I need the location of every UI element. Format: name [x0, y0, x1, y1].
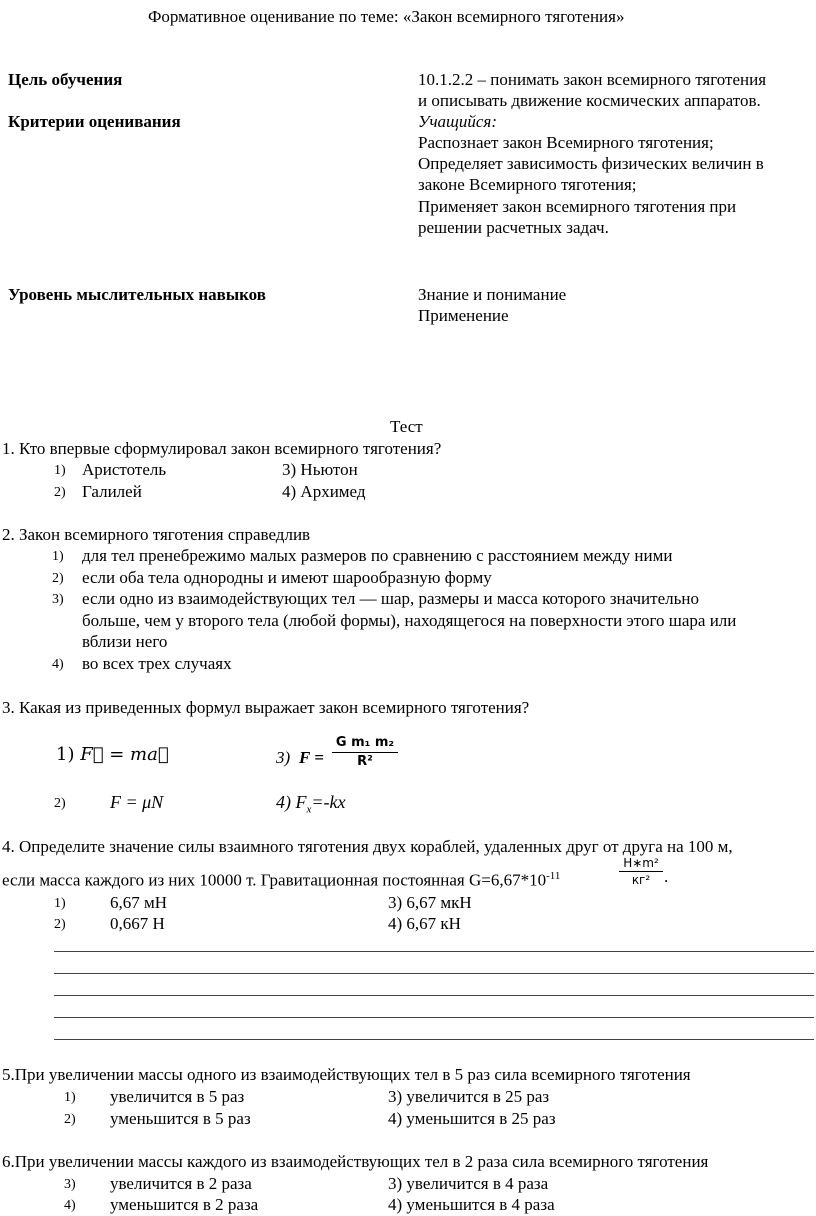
- q2-option-3-num: 3): [52, 592, 64, 607]
- q2-option-1: для тел пренебрежимо малых размеров по сравнению с расстоянием между ними: [82, 546, 673, 565]
- q4-unit-denominator: кг²: [631, 873, 651, 887]
- q6-option-4: 4) уменьшится в 4 раза: [388, 1195, 555, 1214]
- question-4-line-1: 4. Определите значение силы взаимного тяготения двух кораблей, удаленных друг от друга на 100 м,: [2, 837, 733, 856]
- q5-option-1-num: 1): [64, 1090, 76, 1105]
- q3-option-4-label: 4) F: [276, 792, 307, 812]
- q4-unit-numerator: Н∗m²: [619, 856, 663, 872]
- page-title: Формативное оценивание по теме: «Закон всемирного тяготения»: [148, 7, 625, 26]
- q3-option-3-numerator: G m₁ m₂: [332, 736, 398, 753]
- q6-option-2-num: 4): [64, 1198, 76, 1213]
- q4-option-3: 3) 6,67 мкН: [388, 893, 472, 912]
- q4-option-1: 6,67 мН: [110, 893, 168, 912]
- criteria-intro: Учащийся:: [418, 112, 497, 131]
- q3-option-3-denominator: R²: [357, 754, 373, 769]
- q4-end: .: [664, 867, 669, 886]
- q3-option-1: [56, 744, 169, 765]
- criteria-line-2: Определяет зависимость физических величин в: [418, 154, 764, 173]
- q3-option-4-sub: x: [306, 803, 312, 816]
- q5-option-2-num: 2): [64, 1112, 76, 1127]
- q1-option-2-num: 2): [54, 485, 66, 500]
- goal-line-1: 10.1.2.2 – понимать закон всемирного тяготения: [418, 70, 767, 89]
- q2-option-3-line-1: если одно из взаимодействующих тел — шар, размеры и масса которого значительно: [82, 589, 699, 608]
- criteria-line-5: решении расчетных задач.: [418, 218, 609, 237]
- question-1-text: 1. Кто впервые сформулировал закон всемирного тяготения?: [2, 439, 442, 458]
- goal-label: Цель обучения: [8, 70, 123, 89]
- q6-option-2: уменьшится в 2 раза: [110, 1195, 259, 1214]
- q3-option-3-lhs: F =: [299, 748, 324, 767]
- q2-option-4-num: 4): [52, 657, 64, 672]
- question-4-line-2-text: если масса каждого из них 10000 т. Гравитационная постоянная G=6,67*10: [2, 870, 547, 890]
- answer-line-2[interactable]: [54, 973, 814, 974]
- q4-unit-fraction: [619, 856, 663, 887]
- criteria-line-1: Распознает закон Всемирного тяготения;: [418, 133, 714, 152]
- criteria-line-3: законе Всемирного тяготения;: [418, 175, 637, 194]
- level-label: Уровень мыслительных навыков: [8, 285, 266, 304]
- q3-option-1-num: 1): [56, 744, 75, 765]
- q1-option-1: Аристотель: [82, 460, 167, 479]
- answer-line-3[interactable]: [54, 995, 814, 996]
- q5-option-3: 3) увеличится в 25 раз: [388, 1087, 550, 1106]
- q2-option-1-num: 1): [52, 549, 64, 564]
- q3-option-3-label: 3): [276, 748, 291, 767]
- q2-option-3-line-3: вблизи него: [82, 632, 168, 651]
- criteria-label: Критерии оценивания: [8, 112, 181, 131]
- q5-option-1: увеличится в 5 раз: [110, 1087, 245, 1106]
- q1-option-1-num: 1): [54, 463, 66, 478]
- q2-option-2: если оба тела однородны и имеют шарообразную форму: [82, 568, 492, 587]
- q1-option-3: 3) Ньютон: [282, 460, 358, 479]
- q5-option-4: 4) уменьшится в 25 раз: [388, 1109, 556, 1128]
- q1-option-2: Галилей: [82, 482, 142, 501]
- q4-option-2-num: 2): [54, 917, 66, 932]
- q4-option-1-num: 1): [54, 896, 66, 911]
- q6-option-1: увеличится в 2 раза: [110, 1174, 252, 1193]
- q2-option-2-num: 2): [52, 571, 64, 586]
- q4-option-2: 0,667 Н: [110, 914, 165, 933]
- q3-option-2-num: 2): [54, 796, 66, 811]
- q3-option-1-formula: F⃗ = ma⃗: [80, 744, 169, 765]
- question-4-line-2: [2, 866, 560, 891]
- q3-option-4-rest: =-kx: [311, 792, 346, 812]
- answer-line-1[interactable]: [54, 951, 814, 952]
- question-2-text: 2. Закон всемирного тяготения справедлив: [2, 525, 311, 544]
- q2-option-3-line-2: больше, чем у второго тела (любой формы), находящегося на поверхности этого шара или: [82, 611, 737, 630]
- q4-option-4: 4) 6,67 кН: [388, 914, 461, 933]
- question-6-text: 6.При увеличении массы каждого из взаимодействующих тел в 2 раза сила всемирного тяготения: [2, 1152, 709, 1171]
- q6-option-3: 3) увеличится в 4 раза: [388, 1174, 549, 1193]
- answer-line-4[interactable]: [54, 1017, 814, 1018]
- q1-option-4: 4) Архимед: [282, 482, 366, 501]
- level-line-2: Применение: [418, 306, 509, 325]
- question-5-text: 5.При увеличении массы одного из взаимодействующих тел в 5 раз сила всемирного тяготения: [2, 1065, 691, 1084]
- q3-option-4: [276, 792, 346, 821]
- q3-option-2-formula: F = μN: [110, 792, 164, 812]
- question-3-text: 3. Какая из приведенных формул выражает закон всемирного тяготения?: [2, 698, 530, 717]
- q5-option-2: уменьшится в 5 раз: [110, 1109, 251, 1128]
- answer-line-5[interactable]: [54, 1039, 814, 1040]
- level-line-1: Знание и понимание: [418, 285, 567, 304]
- q2-option-4: во всех трех случаях: [82, 654, 232, 673]
- test-title: Тест: [390, 417, 423, 436]
- q6-option-1-num: 3): [64, 1177, 76, 1192]
- criteria-line-4: Применяет закон всемирного тяготения при: [418, 197, 737, 216]
- question-4-exponent: -11: [546, 870, 561, 882]
- q3-option-3-fraction: [332, 736, 398, 769]
- goal-line-2: и описывать движение космических аппаратов.: [418, 91, 761, 110]
